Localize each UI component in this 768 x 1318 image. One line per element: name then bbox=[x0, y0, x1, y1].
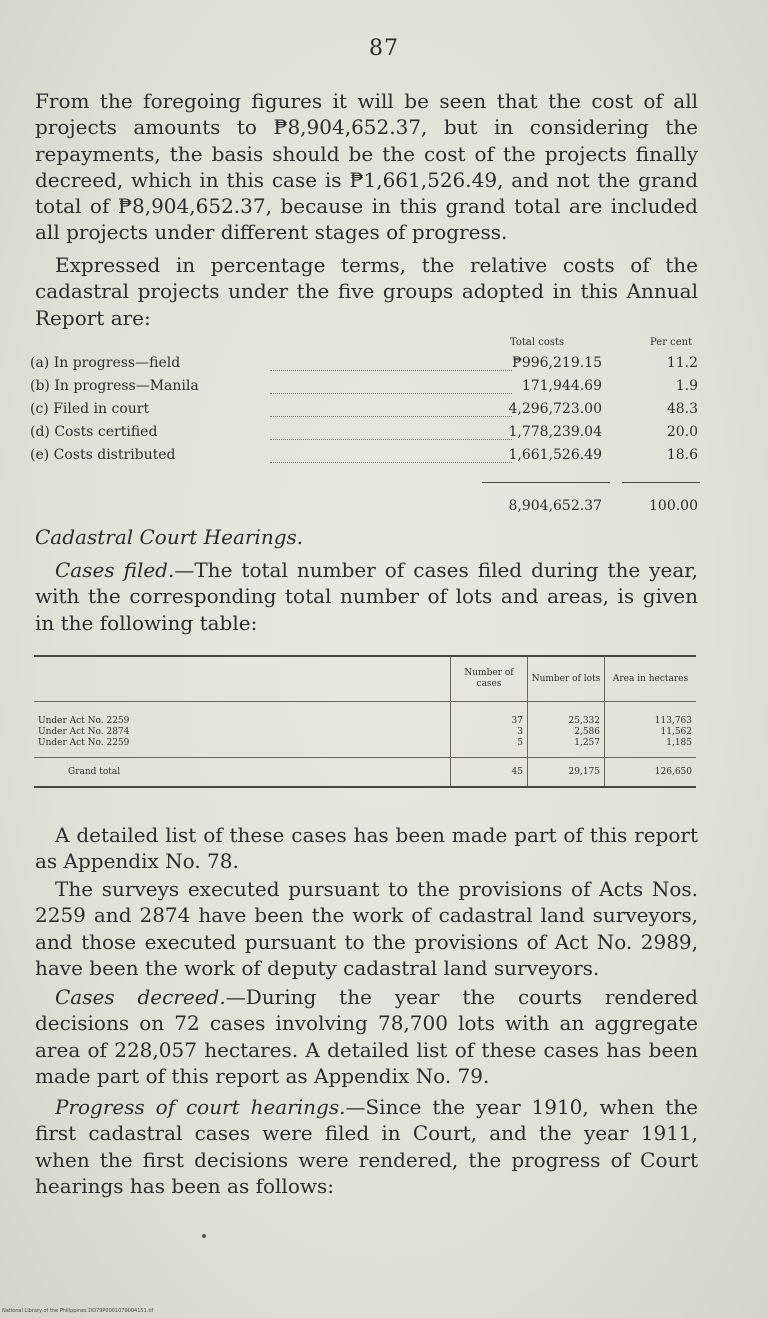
table-row bbox=[34, 702, 696, 728]
row-cases: 5 bbox=[451, 738, 528, 758]
table-row bbox=[34, 727, 696, 738]
header-blank bbox=[34, 656, 451, 702]
row-lots: 1,257 bbox=[528, 738, 605, 758]
costs-row bbox=[30, 447, 702, 470]
costs-row-amount: 4,296,723.00 bbox=[508, 401, 602, 417]
row-label: Under Act No. 2874 bbox=[38, 727, 130, 737]
scan-footer: National Library of the Philippines DO79P0001079004151.tif bbox=[2, 1308, 154, 1314]
court-progress-lead: Progress of court hearings. bbox=[55, 1095, 346, 1119]
costs-row bbox=[30, 424, 702, 447]
cases-decreed-text: —During the year the courts rendered decisions on 72 cases involving 78,700 lots with an aggregate area of 228,057 hectares. A detailed list of these cases has been made part of this report as Appendix No. 79. bbox=[35, 985, 698, 1088]
paragraph-cases-filed bbox=[35, 557, 698, 636]
costs-row-amount: ₱996,219.15 bbox=[511, 355, 602, 371]
row-lots: 2,586 bbox=[528, 727, 605, 738]
court-progress-text: —Since the year 1910, when the first cadastral cases were filed in Court, and the year 1911, when the first decisions were rendered, the progress of Court hearings has been as follows: bbox=[35, 1095, 698, 1198]
col-per-cent: Per cent bbox=[650, 337, 693, 348]
costs-row-percent: 18.6 bbox=[666, 447, 698, 463]
costs-total-row bbox=[30, 498, 702, 520]
grand-total-label: Grand total bbox=[34, 758, 451, 788]
cases-filed-text: —The total number of cases filed during the year, with the corresponding total number of lots and areas, is given in the following table: bbox=[35, 558, 698, 635]
costs-row-percent: 20.0 bbox=[666, 424, 698, 440]
costs-table bbox=[30, 333, 702, 520]
cases-table-header bbox=[34, 656, 696, 702]
total-rules bbox=[30, 470, 702, 498]
paragraph-court-progress bbox=[35, 1094, 698, 1199]
cases-filed-lead: Cases filed. bbox=[55, 558, 175, 582]
cases-table bbox=[34, 655, 696, 788]
paragraph-appendix-78: A detailed list of these cases has been made part of this report as Appendix No. 78. bbox=[35, 823, 698, 874]
grand-total-lots: 29,175 bbox=[528, 758, 605, 788]
costs-row-label: (d) Costs certified bbox=[30, 424, 158, 440]
costs-total-percent: 100.00 bbox=[649, 498, 698, 514]
paragraph-surveys: The surveys executed pursuant to the provisions of Acts Nos. 2259 and 2874 have been the work of cadastral land surveyors, and those executed pursuant to the provisions of Act No. 2989, have been the work of deputy cadastral land surveyors. bbox=[35, 877, 698, 980]
costs-row-label: (e) Costs distributed bbox=[30, 447, 176, 463]
costs-row-label: (c) Filed in court bbox=[30, 401, 150, 417]
costs-total-amount: 8,904,652.37 bbox=[508, 498, 602, 514]
grand-total-row bbox=[34, 758, 696, 788]
costs-row-label: (a) In progress—field bbox=[30, 355, 181, 371]
paragraph-cases-decreed bbox=[35, 984, 698, 1089]
costs-row-percent: 1.9 bbox=[675, 378, 698, 394]
row-cases: 37 bbox=[451, 702, 528, 728]
col-total-costs: Total costs bbox=[510, 337, 565, 348]
paragraph-percentage-intro: Expressed in percentage terms, the relative costs of the cadastral projects under the five groups adopted in this Annual Report are: bbox=[35, 253, 698, 330]
header-area-hectares: Area in hectares bbox=[605, 656, 697, 702]
row-area: 113,763 bbox=[605, 702, 697, 728]
row-lots: 25,332 bbox=[528, 702, 605, 728]
row-cases: 3 bbox=[451, 727, 528, 738]
costs-row-amount: 1,661,526.49 bbox=[508, 447, 602, 463]
ink-speck bbox=[202, 1234, 206, 1238]
row-area: 11,562 bbox=[605, 727, 697, 738]
costs-row bbox=[30, 378, 702, 401]
row-label: Under Act No. 2259 bbox=[38, 738, 130, 748]
table-row bbox=[34, 738, 696, 758]
paragraph-cost-summary: From the foregoing figures it will be seen that the cost of all projects amounts to ₱8,904,652.37, but in considering the repayments, the basis should be the cost of the projects finally decreed, which in this case is ₱1,661,526.49, and not the grand total of ₱8,904,652.37, because in this grand total are included all projects under different stages of progress. bbox=[35, 89, 698, 245]
costs-row-label: (b) In progress—Manila bbox=[30, 378, 199, 394]
grand-total-area: 126,650 bbox=[605, 758, 697, 788]
leader-dots bbox=[270, 439, 512, 440]
costs-row-percent: 48.3 bbox=[666, 401, 698, 417]
row-area: 1,185 bbox=[605, 738, 697, 758]
row-label: Under Act No. 2259 bbox=[38, 716, 130, 726]
costs-table-header bbox=[30, 333, 702, 355]
leader-dots bbox=[270, 393, 512, 394]
costs-row-percent: 11.2 bbox=[666, 355, 698, 371]
grand-total-cases: 45 bbox=[451, 758, 528, 788]
page-number: 87 bbox=[369, 36, 399, 61]
costs-row bbox=[30, 355, 702, 378]
section-title: Cadastral Court Hearings. bbox=[35, 525, 304, 549]
costs-row-amount: 1,778,239.04 bbox=[508, 424, 602, 440]
leader-dots bbox=[270, 370, 512, 371]
costs-row-amount: 171,944.69 bbox=[521, 378, 602, 394]
total-rule bbox=[482, 482, 610, 483]
leader-dots bbox=[270, 462, 512, 463]
costs-row bbox=[30, 401, 702, 424]
header-number-of-lots: Number of lots bbox=[528, 656, 605, 702]
header-number-of-cases: Number of cases bbox=[451, 656, 528, 702]
total-rule bbox=[622, 482, 700, 483]
leader-dots bbox=[270, 416, 512, 417]
cases-decreed-lead: Cases decreed. bbox=[55, 985, 226, 1009]
